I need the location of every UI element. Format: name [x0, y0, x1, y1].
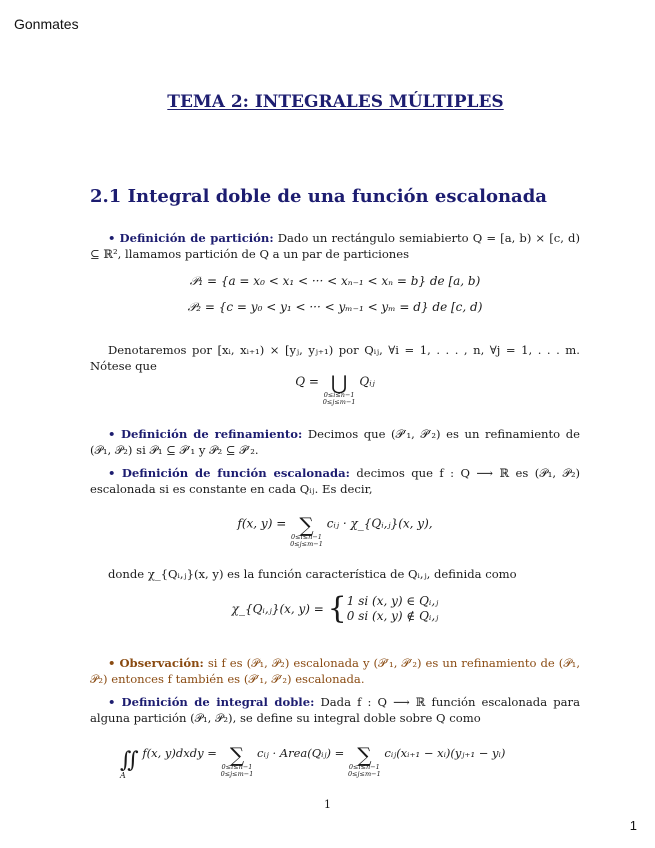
union-index-i: 0≤i≤n−1 — [323, 391, 355, 399]
sum-index-i: 0≤i≤n−1 — [291, 533, 322, 541]
f-lhs: f(x, y) = — [237, 516, 291, 531]
bullet: • — [108, 656, 116, 670]
definition-label: Definición de integral doble: — [121, 695, 315, 709]
case-one: 1 si (x, y) ∈ Qᵢ,ⱼ — [346, 594, 439, 608]
donde-paragraph: donde χ_{Qᵢ,ⱼ}(x, y) es la función característica de Qᵢ,ⱼ, definida como — [108, 567, 517, 581]
bullet: • — [108, 231, 116, 245]
union-lhs: Q = — [295, 374, 323, 389]
observation — [90, 655, 580, 687]
observation-text: si f es (𝒫₁, 𝒫₂) escalonada y (𝒫′₁, 𝒫′₂) es un refinamiento de (𝒫₁, 𝒫₂) entonces f también es (𝒫′₁, 𝒫′₂) escalonada. — [90, 656, 581, 686]
integral-operator — [120, 747, 139, 780]
definition-refinement — [90, 426, 580, 458]
bullet: • — [108, 695, 116, 709]
page-title: TEMA 2: INTEGRALES MÚLTIPLES — [167, 92, 504, 112]
chi-lhs: χ_{Qᵢ,ⱼ}(x, y) = — [231, 602, 328, 616]
sum-index-i: 0≤i≤n−1 — [348, 763, 380, 771]
union-rhs: Qᵢⱼ — [359, 374, 375, 389]
cases — [347, 594, 439, 624]
definition-text: Decimos que (𝒫′₁, 𝒫′₂) es un refinamiento de (𝒫₁, 𝒫₂) si 𝒫₁ ⊆ 𝒫′₁ y 𝒫₂ ⊆ 𝒫′₂. — [90, 427, 581, 457]
equation-union — [90, 366, 580, 406]
corner-page-number: 1 — [629, 818, 637, 833]
sum-index-j: 0≤j≤m−1 — [290, 540, 323, 548]
sum-operator — [290, 513, 323, 548]
sum-index-i: 0≤i≤n−1 — [221, 763, 253, 771]
definition-label: Definición de función escalonada: — [121, 466, 350, 480]
integral-part2: cᵢⱼ · Area(Qᵢⱼ) = — [257, 746, 348, 760]
equation-p1: 𝒫₁ = {a = x₀ < x₁ < ··· < xₙ₋₁ < xₙ = b} de [a, b) — [189, 274, 481, 288]
observation-label: Observación: — [119, 656, 204, 670]
definition-double-integral — [90, 694, 580, 726]
f-rhs: cᵢⱼ · χ_{Qᵢ,ⱼ}(x, y), — [326, 516, 433, 531]
union-operator — [322, 371, 356, 406]
cases-brace: { — [327, 591, 347, 626]
definition-text: Dada f : Q ⟶ ℝ función escalonada para alguna partición (𝒫₁, 𝒫₂), se define su integral doble sobre Q como — [90, 695, 580, 725]
sum-symbol: ∑ — [299, 513, 314, 537]
sum-operator-1 — [220, 743, 254, 778]
definition-text: Dado un rectángulo semiabierto Q = [a, b) × [c, d) ⊆ ℝ², llamamos partición de Q a un par de particiones — [90, 231, 580, 261]
union-symbol: ⋃ — [330, 371, 348, 395]
equation-characteristic — [90, 591, 580, 626]
sum-index-j: 0≤j≤m−1 — [347, 770, 381, 778]
definition-step-function — [90, 465, 580, 497]
integral-domain: A — [120, 770, 126, 780]
section-title: 2.1 Integral doble de una función escalonada — [90, 186, 547, 207]
equation-double-integral — [120, 738, 590, 780]
equation-step-function — [90, 508, 580, 548]
case-zero: 0 si (x, y) ∉ Qᵢ,ⱼ — [346, 609, 439, 623]
union-index-j: 0≤j≤m−1 — [322, 398, 356, 406]
definition-partition — [90, 230, 580, 262]
definition-label: Definición de partición: — [119, 231, 274, 245]
equation-p2: 𝒫₂ = {c = y₀ < y₁ < ··· < yₘ₋₁ < yₘ = d} de [c, d) — [187, 300, 483, 314]
integral-part1: f(x, y)dxdy = — [142, 746, 221, 760]
definition-text: decimos que f : Q ⟶ ℝ es (𝒫₁, 𝒫₂) escalonada si es constante en cada Qᵢⱼ. Es decir, — [90, 466, 580, 496]
sum-symbol: ∑ — [357, 743, 372, 767]
bullet: • — [108, 466, 116, 480]
sum-symbol: ∑ — [229, 743, 245, 767]
sum-operator-2 — [347, 743, 381, 778]
page-number: 1 — [324, 798, 331, 811]
integral-part3: cᵢⱼ(xᵢ₊₁ − xᵢ)(yⱼ₊₁ − yᵢ) — [384, 746, 506, 760]
bullet: • — [108, 427, 116, 441]
header-author: Gonmates — [14, 16, 79, 32]
sum-index-j: 0≤j≤m−1 — [220, 770, 254, 778]
definition-label: Definición de refinamiento: — [120, 427, 303, 441]
denotaremos-paragraph: Denotaremos por [xᵢ, xᵢ₊₁) × [yⱼ, yⱼ₊₁) por Qᵢⱼ, ∀i = 1, . . . , n, ∀j = 1, . . . m. Nótese que — [90, 343, 580, 373]
integral-symbol: ∬ — [120, 747, 139, 773]
